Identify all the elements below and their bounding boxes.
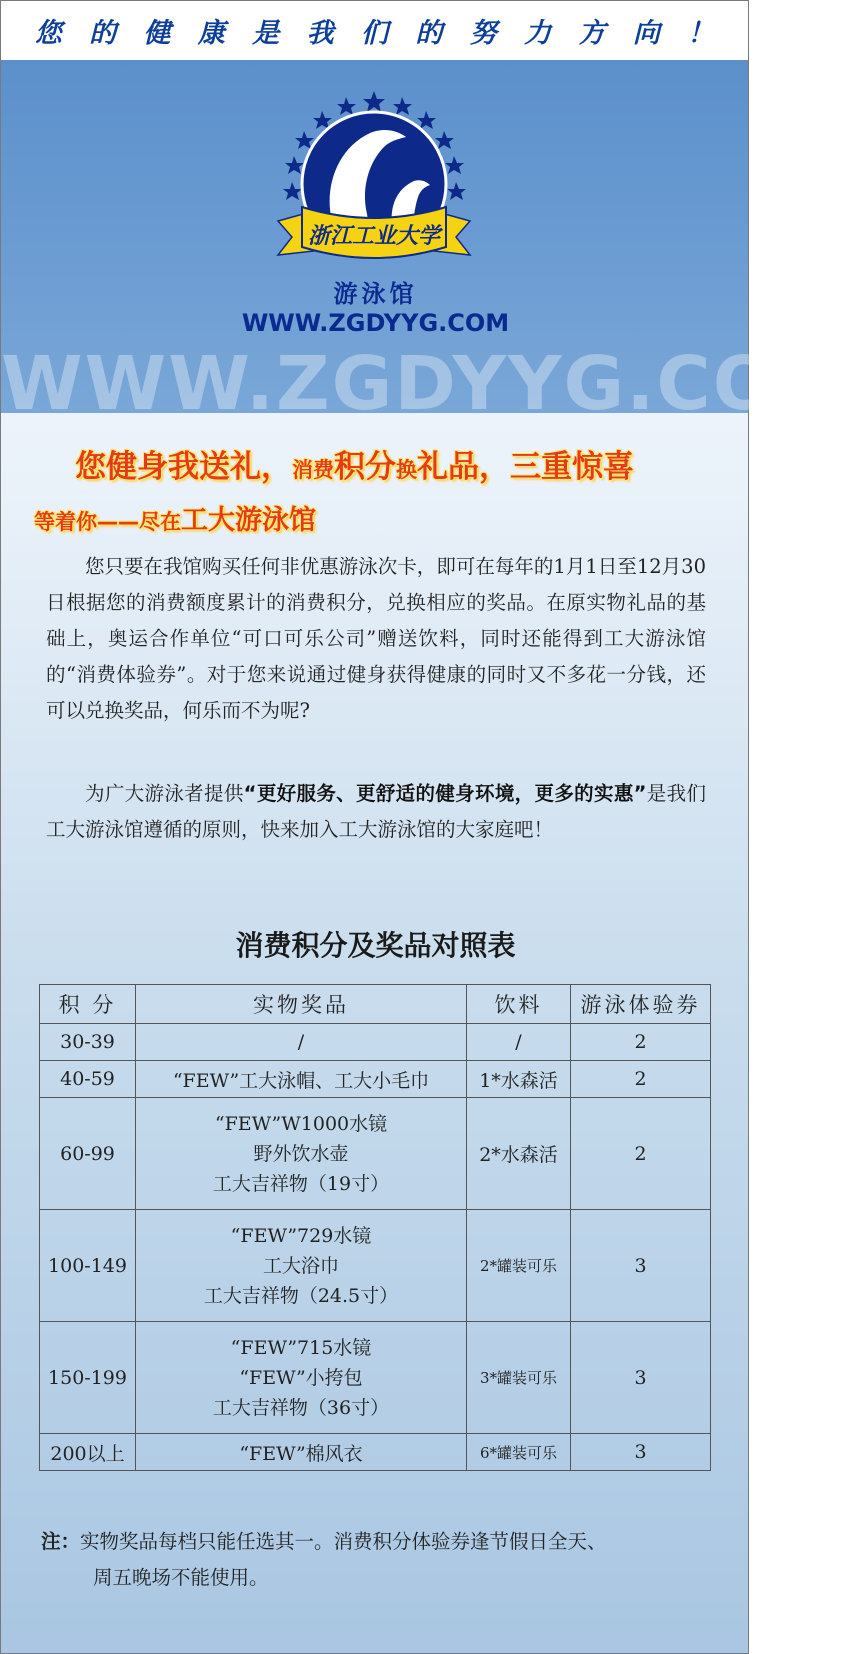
cell-drink: 1*水森活 [467,1061,571,1098]
prize-item: 工大吉祥物（24.5寸） [203,1284,399,1307]
intro-paragraph: 您只要在我馆购买任何非优惠游泳次卡，即可在每年的1月1日至12月30日根据您的消费额度累计的消费积分，兑换相应的奖品。在原实物礼品的基础上，奥运合作单位“可口可乐公司”赠送饮料，同时还能得到工大游泳馆的“消费体验券”。对于您来说通过健身获得健康的同时又不多花一分钱，还可以兑换奖品，何乐而不为呢? [46,555,706,722]
slogan-char: 力 [524,18,552,49]
table-row [40,1322,711,1434]
prize-item: “FEW”小挎包 [239,1366,363,1389]
cell-points: 60-99 [40,1098,136,1210]
cell-drink: 3*罐装可乐 [467,1322,571,1434]
principle-text: 为广大游泳者提供 [85,782,244,805]
slogan-char: 您 [34,18,62,49]
headline-segment: 换 [396,458,417,482]
prize-item: 野外饮水壶 [253,1142,349,1165]
table-row [40,1061,711,1098]
headline-segment: 工大游泳馆 [181,505,316,536]
cell-coupon: 3 [571,1210,711,1322]
table-row [40,1434,711,1471]
cell-coupon: 2 [571,1024,711,1061]
table-row [40,1210,711,1322]
slogan-char: ！ [687,18,715,49]
slogan-char: 们 [360,18,388,49]
prize-item: “FEW”W1000水镜 [214,1112,388,1135]
cell-points: 200以上 [40,1434,136,1471]
cell-prize: “FEW”工大泳帽、工大小毛巾 [136,1061,467,1098]
cell-points: 40-59 [40,1061,136,1098]
cell-prize [136,1322,467,1434]
header-prize: 实物奖品 [136,985,467,1024]
headline-segment: 您健身我送礼， [75,449,292,485]
footnote-label: 注： [41,1530,81,1553]
cell-drink: 2*水森活 [467,1098,571,1210]
cell-prize [136,1098,467,1210]
headline-segment: 礼品，三重惊喜 [417,449,634,485]
cell-prize: “FEW”棉风衣 [136,1434,467,1471]
slogan-bar [1,1,748,61]
cell-prize: / [136,1024,467,1061]
prize-item: “FEW”715水镜 [230,1336,372,1359]
cell-drink: 6*罐装可乐 [467,1434,571,1471]
table-row [40,1098,711,1210]
logo-badge-text: 浙江工业大学 [307,224,441,249]
footnote-text: 实物奖品每档只能任选其一。消费积分体验券逢节假日全天、 [80,1530,607,1553]
headline-segment: 消费 [292,458,334,482]
slogan-char: 是 [252,18,280,49]
slogan-char: 我 [306,18,334,49]
headline-line1 [75,441,634,486]
dolphin-logo-icon [274,89,474,279]
footnote-line: 周五晚场不能使用。 [93,1566,269,1589]
prize-table [39,984,711,1471]
slogan-char: 健 [143,18,171,49]
header-coupon: 游泳体验券 [571,985,711,1024]
footnote [41,1524,711,1596]
prize-item: 工大浴巾 [262,1254,339,1277]
cell-points: 150-199 [40,1322,136,1434]
slogan-char: 努 [469,18,497,49]
header-points: 积 分 [40,985,136,1024]
header-drink: 饮料 [467,985,571,1024]
cell-coupon: 2 [571,1061,711,1098]
cell-drink: / [467,1024,571,1061]
table-title: 消费积分及奖品对照表 [235,929,516,962]
url-watermark: WWW.ZGDYYG.COM [1,341,853,427]
hero-banner [1,61,853,427]
prize-item: 工大吉祥物（19寸） [212,1172,390,1195]
cell-prize [136,1210,467,1322]
headline-line2 [34,498,316,537]
slogan-char: 向 [632,18,660,49]
principle-paragraph [46,776,706,848]
cell-coupon: 3 [571,1322,711,1434]
prize-item: “FEW”729水镜 [230,1224,372,1247]
cell-coupon: 3 [571,1434,711,1471]
principle-emphasis: “更好服务、更舒适的健身环境，更多的实惠” [243,782,647,805]
headline-segment: 等着你——尽在 [34,510,181,534]
table-row [40,1024,711,1061]
logo-url: WWW.ZGDYYG.COM [241,309,510,337]
slogan-char: 康 [197,18,225,49]
slogan-char: 方 [578,18,606,49]
cell-points: 30-39 [40,1024,136,1061]
cell-coupon: 2 [571,1098,711,1210]
slogan-char: 的 [89,18,117,49]
table-header-row [40,985,711,1024]
prize-item: 工大吉祥物（36寸） [212,1396,390,1419]
footnote-line [41,1524,711,1560]
principle-text: 是我们工大游泳馆遵循的原则，快来加入工大游泳馆的大家庭吧！ [46,782,706,841]
slogan-char: 的 [415,18,443,49]
cell-points: 100-149 [40,1210,136,1322]
logo-name: 游泳馆 [333,280,418,308]
cell-drink: 2*罐装可乐 [467,1210,571,1322]
headline-segment: 积分 [334,449,396,485]
